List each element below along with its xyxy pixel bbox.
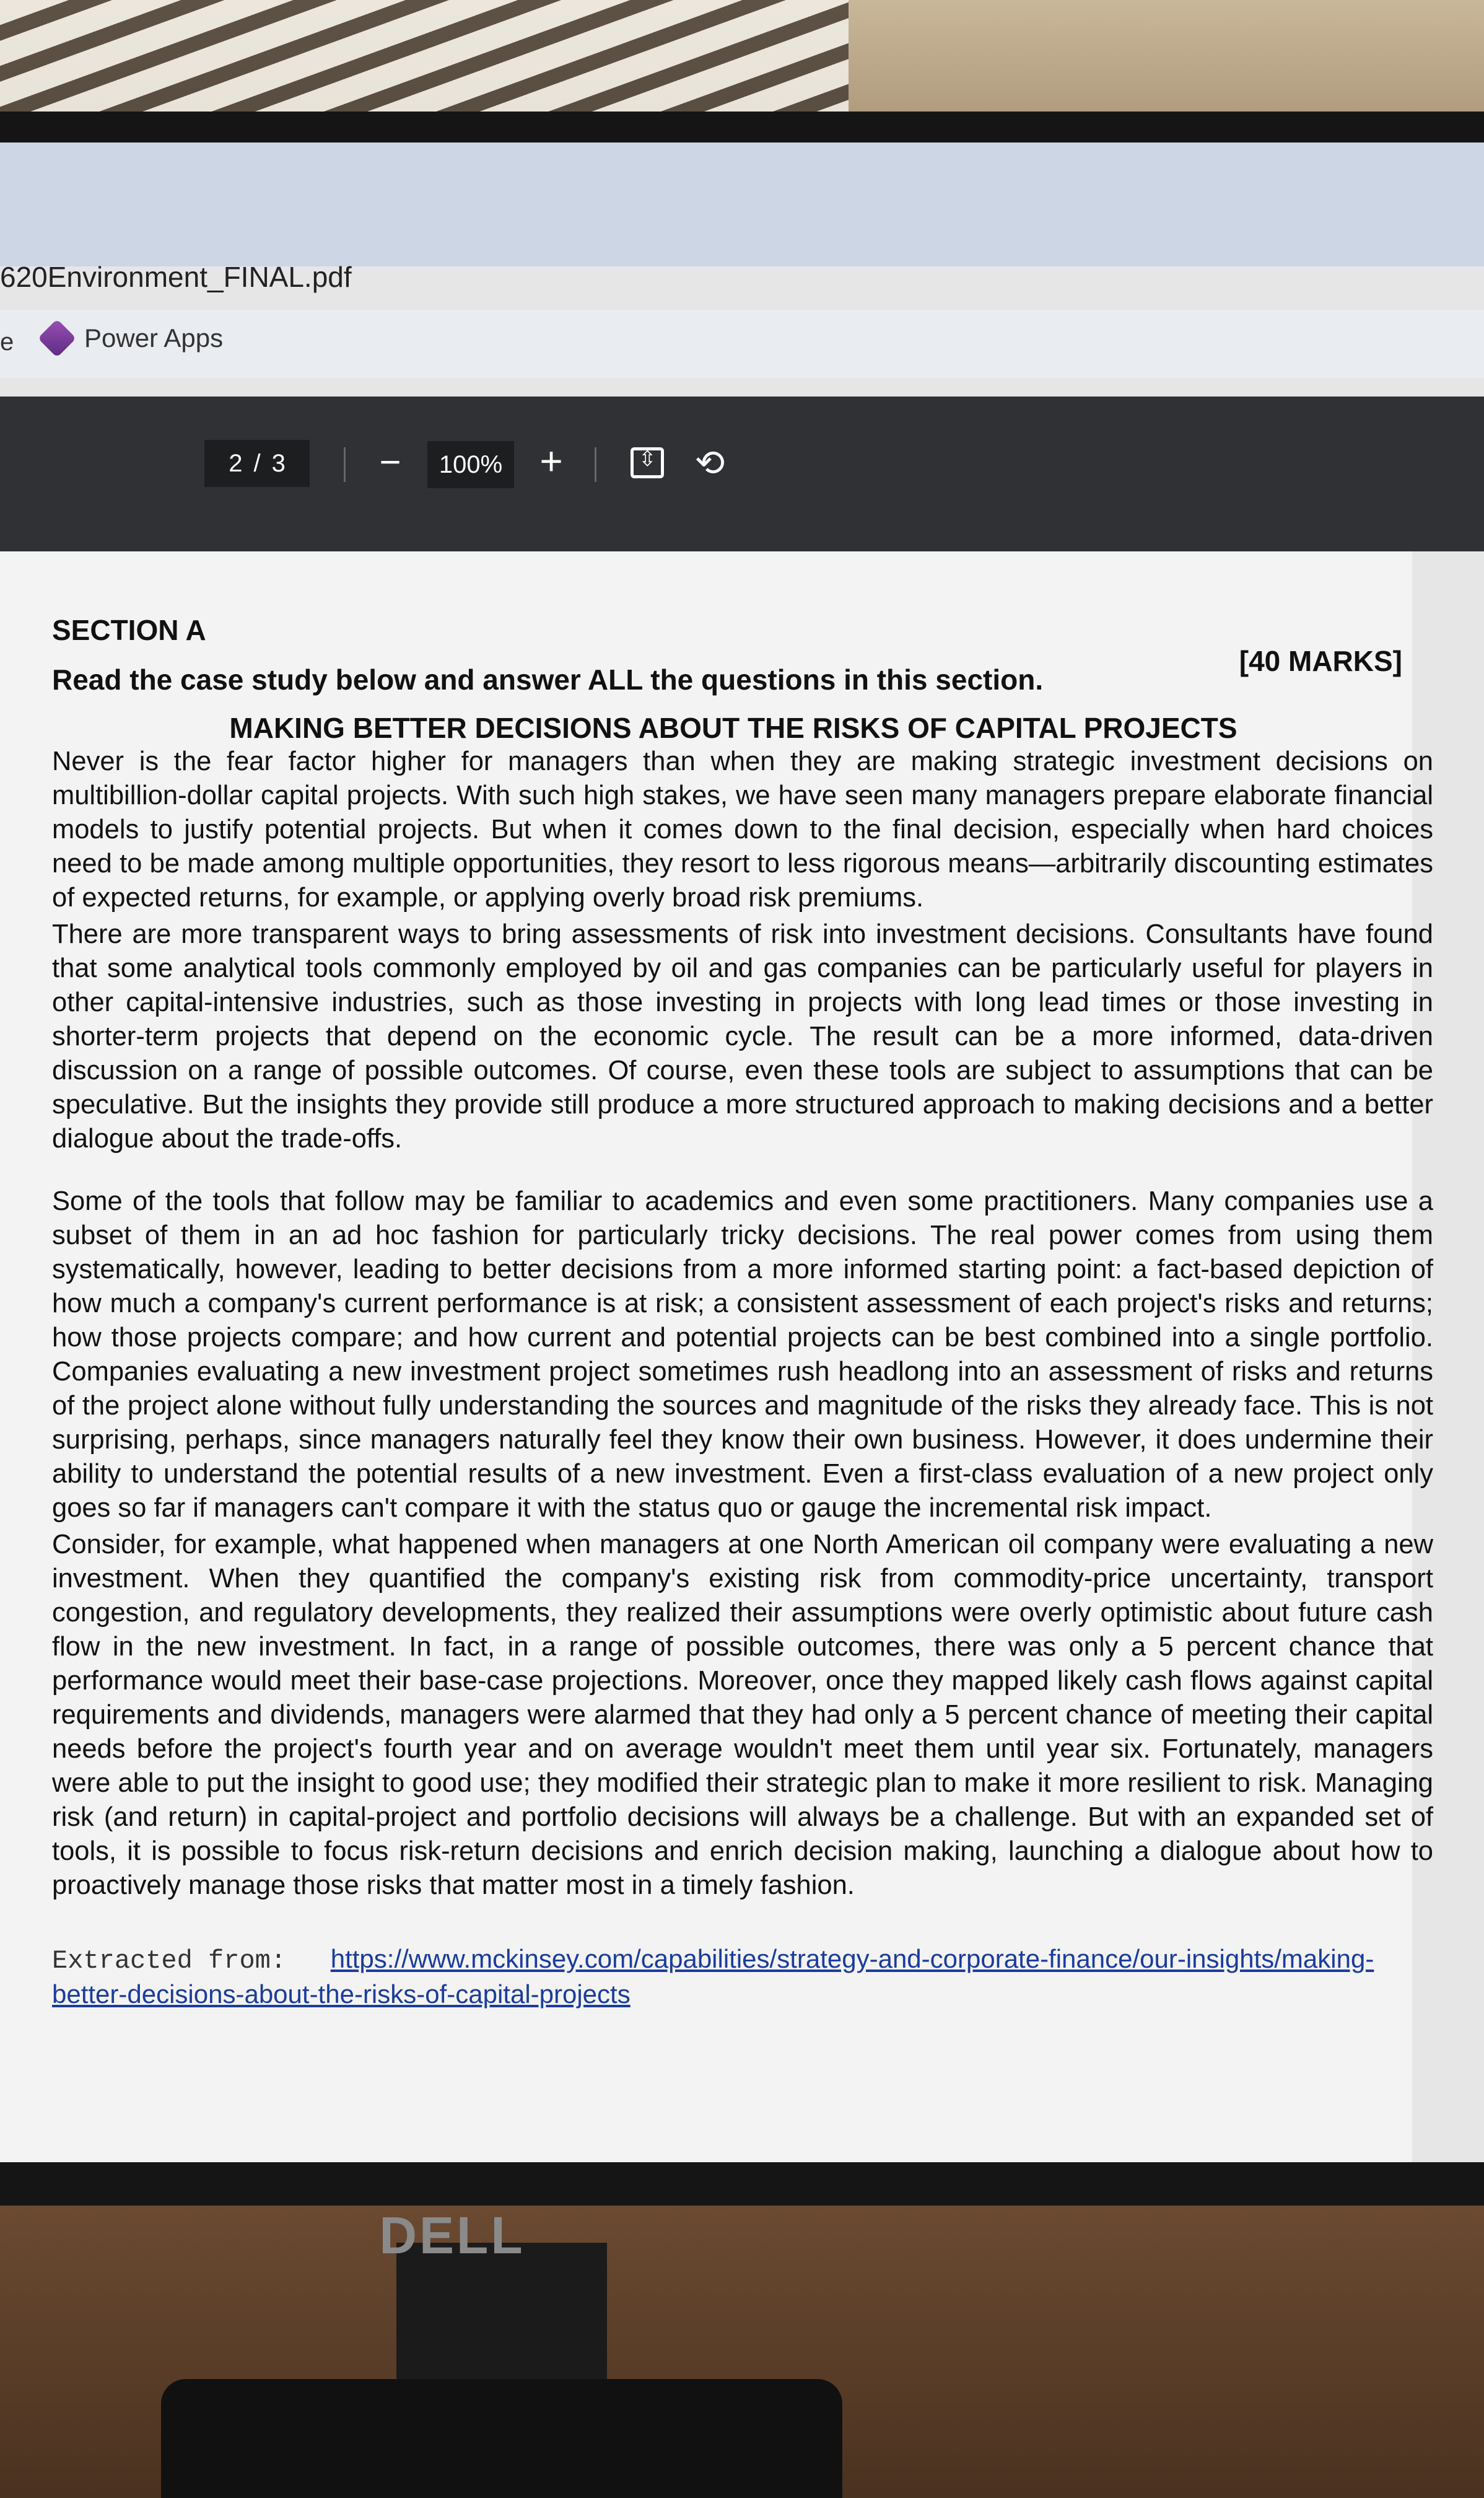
bookmarks-bar [0, 310, 1484, 378]
total-pages: 3 [271, 449, 286, 477]
zoom-level-input[interactable]: 100% [427, 441, 514, 488]
bookmark-partial[interactable]: e [0, 328, 14, 356]
monitor-brand-logo: DELL [379, 2206, 525, 2264]
paragraph: Some of the tools that follow may be familiar to academics and even some practitioners. Many companies use a subset of them in an ad hoc fashion for particularly tricky decisions. The real power comes from using them systematically, however, leading to better decisions from a more informed starting point: a fact-based depiction of how much a company's current performance is at risk; a consistent assessment of each project's risks and returns; how those projects compare; and how current and potential projects can be best combined into a single portfolio. Companies evaluating a new investment project sometimes rush headlong into an assessment of risks and returns of the project alone without fully understanding the sources and magnitude of the risks they already face. This is not surprising, perhaps, since managers naturally feel they know their own business. However, it does undermine their ability to understand the potential results of a new investment. Even a first-class evaluation of a new project only goes so far if managers can't compare it with the status quo or gauge the incremental risk impact. [52, 1186, 1433, 1523]
toolbar-divider [595, 447, 596, 482]
page-separator: / [253, 449, 261, 477]
marks-label: [40 MARKS] [1239, 645, 1402, 677]
rotate-icon[interactable]: ⟲ [694, 443, 725, 483]
bookmark-label: Power Apps [84, 323, 224, 353]
pdf-toolbar [0, 397, 1484, 551]
source-link[interactable]: https://www.mckinsey.com/capabilities/strategy-and-corporate-finance/our-insights/making-better-decisions-about-the-risks-of-capital-projects [52, 1944, 1374, 2009]
fit-page-icon[interactable] [631, 447, 664, 478]
source-citation [52, 1942, 1433, 2011]
zoom-out-button[interactable]: − [379, 441, 401, 483]
zoom-in-button[interactable]: + [539, 439, 563, 483]
power-apps-icon [38, 319, 76, 357]
paragraph: Never is the fear factor higher for managers than when they are making strategic investment decisions on multibillion-dollar capital projects. With such high stakes, we have seen many managers prepare elaborate financial models to justify potential projects. But when it comes down to the final decision, especially when hard choices need to be made among multiple opportunities, they resort to less rigorous means—arbitrarily discounting estimates of expected returns, for example, or applying overly broad risk premiums. [52, 747, 1433, 913]
bookmark-power-apps[interactable] [43, 323, 223, 353]
monitor-stand-base [161, 2379, 842, 2498]
source-label: Extracted from: [52, 1946, 287, 1976]
case-study-title: MAKING BETTER DECISIONS ABOUT THE RISKS OF CAPITAL PROJECTS [229, 712, 1237, 744]
current-page-input[interactable]: 2 [229, 449, 243, 477]
paragraph: Consider, for example, what happened when managers at one North American oil company were evaluating a new investment. When they quantified the company's existing risk from commodity-price uncertainty, transport congestion, and regulatory developments, they realized their assumptions were overly optimistic about future cash flow in the new investment. In fact, in a range of possible outcomes, there was only a 5 percent chance that performance would meet their base-case projections. Moreover, once they mapped likely cash flows against capital requirements and dividends, managers were alarmed that they had only a 5 percent chance of meeting their capital needs before the project's fourth year and on average wouldn't meet them until year six. Fortunately, managers were able to put the insight to good use; they modified their strategic plan to make it more resilient to risk. Managing risk (and return) in capital-project and portfolio decisions will always be a challenge. But with an expanded set of tools, it is possible to focus risk-return decisions and enrich decision making, launching a dialogue about how to proactively manage those risks that matter most in a timely fashion. [52, 1530, 1433, 1900]
document-content [52, 613, 1439, 2011]
toolbar-divider [344, 447, 346, 482]
browser-tab-bar [0, 142, 1484, 293]
page-indicator[interactable] [204, 440, 310, 487]
instructions: Read the case study below and answer ALL the questions in this section. [52, 664, 1044, 696]
pdf-page [0, 551, 1433, 2162]
monitor-screen [0, 142, 1484, 2162]
section-title: SECTION A [52, 614, 206, 646]
tab-title[interactable]: 620Environment_FINAL.pdf [0, 261, 352, 293]
paragraph: There are more transparent ways to bring assessments of risk into investment decisions. Consultants have found that some analytical tools commonly employed by oil and gas companies can be particularly useful for players in other capital-intensive industries, such as those investing in projects with long lead times or those investing in shorter-term projects that depend on the economic cycle. The result can be a more informed, data-driven discussion on a range of possible outcomes. Of course, even these tools are subject to assumptions that can be speculative. But the insights they provide still produce a more structured approach to making decisions and a better dialogue about the trade-offs. [52, 919, 1433, 1154]
